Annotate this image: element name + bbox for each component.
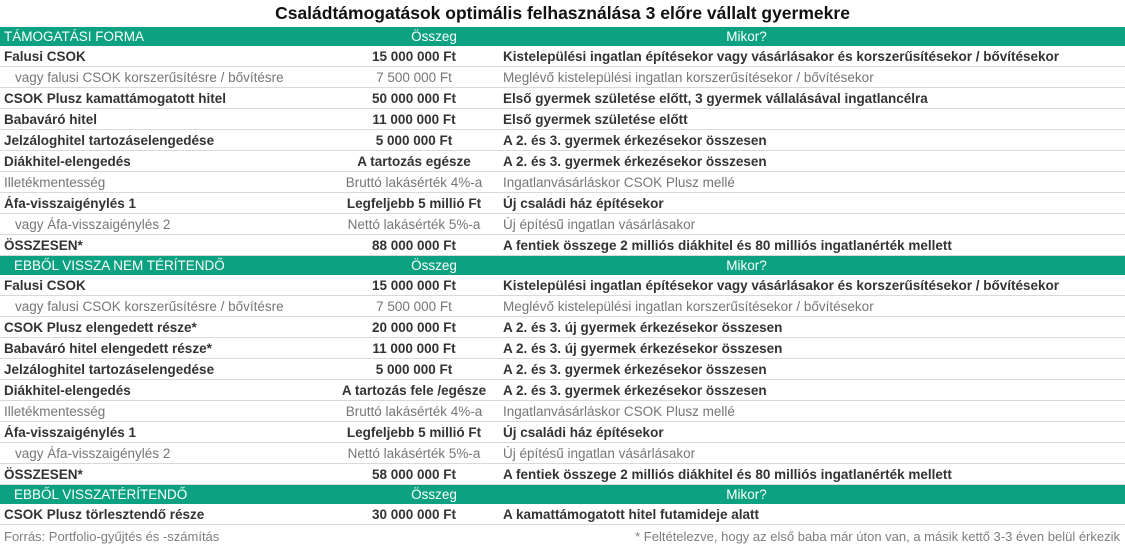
form-cell: Illetékmentesség (4, 403, 106, 419)
table-footer (0, 525, 1125, 544)
table-row (0, 214, 1125, 235)
amount-cell: 7 500 000 Ft (376, 298, 452, 314)
when-cell: A 2. és 3. gyermek érkezésekor összesen (503, 382, 767, 398)
table-row (0, 359, 1125, 380)
when-cell: Meglévő kistelepülési ingatlan korszerűsítésekor / bővítésekor (503, 69, 874, 85)
form-cell: vagy Áfa-visszaigénylés 2 (15, 216, 171, 232)
when-cell: A 2. és 3. gyermek érkezésekor összesen (503, 153, 767, 169)
when-cell: A 2. és 3. gyermek érkezésekor összesen (503, 361, 767, 377)
table-row (0, 317, 1125, 338)
amount-cell: 15 000 000 Ft (371, 48, 457, 64)
header-cell: EBBŐL VISSZATÉRÍTENDŐ (14, 487, 188, 502)
amount-cell: Bruttó lakásérték 4%-a (345, 174, 483, 190)
header-cell: Összeg (411, 487, 457, 502)
form-cell: Diákhitel-elengedés (4, 153, 131, 169)
header-cell: TÁMOGATÁSI FORMA (4, 29, 145, 44)
when-cell: A 2. és 3. gyermek érkezésekor összesen (503, 132, 767, 148)
header-cell: Összeg (411, 29, 457, 44)
table-row (0, 46, 1125, 67)
amount-cell: 15 000 000 Ft (371, 277, 457, 293)
table-row (0, 275, 1125, 296)
table-row (0, 296, 1125, 317)
section-header (0, 485, 1125, 504)
page-title: Családtámogatások optimális felhasználása 3 előre vállalt gyermekre (275, 3, 850, 23)
amount-cell: 30 000 000 Ft (371, 506, 457, 522)
when-cell: Új építésű ingatlan vásárlásakor (503, 216, 696, 232)
table-row (0, 380, 1125, 401)
form-cell: ÖSSZESEN* (4, 466, 83, 482)
header-cell: Mikor? (726, 487, 767, 502)
form-cell: Diákhitel-elengedés (4, 382, 131, 398)
table-row (0, 235, 1125, 256)
when-cell: Kistelepülési ingatlan építésekor vagy vásárlásakor és korszerűsítésekor / bővítésekor (503, 277, 1060, 293)
form-cell: vagy falusi CSOK korszerűsítésre / bővítésre (15, 69, 284, 85)
amount-cell: Nettó lakásérték 5%-a (347, 445, 481, 461)
amount-cell: 50 000 000 Ft (371, 90, 457, 106)
amount-cell: 58 000 000 Ft (371, 466, 457, 482)
section-header (0, 27, 1125, 46)
when-cell: Új családi ház építésekor (503, 195, 664, 211)
when-cell: Kistelepülési ingatlan építésekor vagy vásárlásakor és korszerűsítésekor / bővítésekor (503, 48, 1060, 64)
when-cell: A 2. és 3. új gyermek érkezésekor összesen (503, 319, 783, 335)
form-cell: CSOK Plusz elengedett része* (4, 319, 197, 335)
table-row (0, 109, 1125, 130)
form-cell: Áfa-visszaigénylés 1 (4, 195, 137, 211)
when-cell: A kamattámogatott hitel futamideje alatt (503, 506, 760, 522)
family-support-table (0, 27, 1125, 544)
amount-cell: 5 000 000 Ft (375, 361, 453, 377)
amount-cell: 5 000 000 Ft (375, 132, 453, 148)
when-cell: Meglévő kistelepülési ingatlan korszerűsítésekor / bővítésekor (503, 298, 874, 314)
amount-cell: Legfeljebb 5 millió Ft (346, 195, 482, 211)
section-header (0, 256, 1125, 275)
table-row (0, 464, 1125, 485)
asterisk-footnote: * Feltételezve, hogy az első baba már úton van, a másik kettő 3-3 éven belül érkezik (635, 529, 1120, 544)
table-row (0, 193, 1125, 214)
amount-cell: 11 000 000 Ft (372, 111, 456, 127)
header-cell: EBBŐL VISSZA NEM TÉRÍTENDŐ (14, 258, 225, 273)
form-cell: Falusi CSOK (4, 48, 86, 64)
amount-cell: A tartozás egésze (357, 153, 471, 169)
when-cell: Első gyermek születése előtt (503, 111, 688, 127)
table-row (0, 422, 1125, 443)
form-cell: CSOK Plusz törlesztendő része (4, 506, 205, 522)
when-cell: Ingatlanvásárláskor CSOK Plusz mellé (503, 403, 735, 419)
amount-cell: Bruttó lakásérték 4%-a (345, 403, 483, 419)
amount-cell: A tartozás fele /egésze (341, 382, 487, 398)
table-row (0, 172, 1125, 193)
table-row (0, 443, 1125, 464)
amount-cell: Nettó lakásérték 5%-a (347, 216, 481, 232)
table-row (0, 130, 1125, 151)
table-row (0, 151, 1125, 172)
when-cell: A 2. és 3. új gyermek érkezésekor összesen (503, 340, 783, 356)
table-row (0, 67, 1125, 88)
amount-cell: 88 000 000 Ft (371, 237, 457, 253)
form-cell: Áfa-visszaigénylés 1 (4, 424, 137, 440)
header-cell: Összeg (411, 258, 457, 273)
when-cell: Új családi ház építésekor (503, 424, 664, 440)
table-row (0, 504, 1125, 525)
form-cell: ÖSSZESEN* (4, 237, 83, 253)
form-cell: Illetékmentesség (4, 174, 106, 190)
source-note: Forrás: Portfolio-gyűjtés és -számítás (4, 529, 220, 544)
form-cell: Jelzáloghitel tartozáselengedése (4, 361, 215, 377)
amount-cell: Legfeljebb 5 millió Ft (346, 424, 482, 440)
header-cell: Mikor? (726, 29, 767, 44)
when-cell: Első gyermek születése előtt, 3 gyermek vállalásával ingatlancélra (503, 90, 928, 106)
table-row (0, 338, 1125, 359)
form-cell: vagy falusi CSOK korszerűsítésre / bővítésre (15, 298, 284, 314)
form-cell: Falusi CSOK (4, 277, 86, 293)
form-cell: Jelzáloghitel tartozáselengedése (4, 132, 215, 148)
when-cell: Ingatlanvásárláskor CSOK Plusz mellé (503, 174, 735, 190)
form-cell: Babaváró hitel elengedett része* (4, 340, 212, 356)
when-cell: A fentiek összege 2 milliós diákhitel és 80 milliós ingatlanérték mellett (503, 466, 952, 482)
when-cell: Új építésű ingatlan vásárlásakor (503, 445, 696, 461)
form-cell: Babaváró hitel (4, 111, 98, 127)
form-cell: vagy Áfa-visszaigénylés 2 (15, 445, 171, 461)
form-cell: CSOK Plusz kamattámogatott hitel (4, 90, 227, 106)
amount-cell: 11 000 000 Ft (372, 340, 456, 356)
amount-cell: 20 000 000 Ft (371, 319, 457, 335)
when-cell: A fentiek összege 2 milliós diákhitel és 80 milliós ingatlanérték mellett (503, 237, 952, 253)
table-row (0, 88, 1125, 109)
header-cell: Mikor? (726, 258, 767, 273)
amount-cell: 7 500 000 Ft (376, 69, 452, 85)
table-row (0, 401, 1125, 422)
support-table-body (0, 27, 1125, 525)
